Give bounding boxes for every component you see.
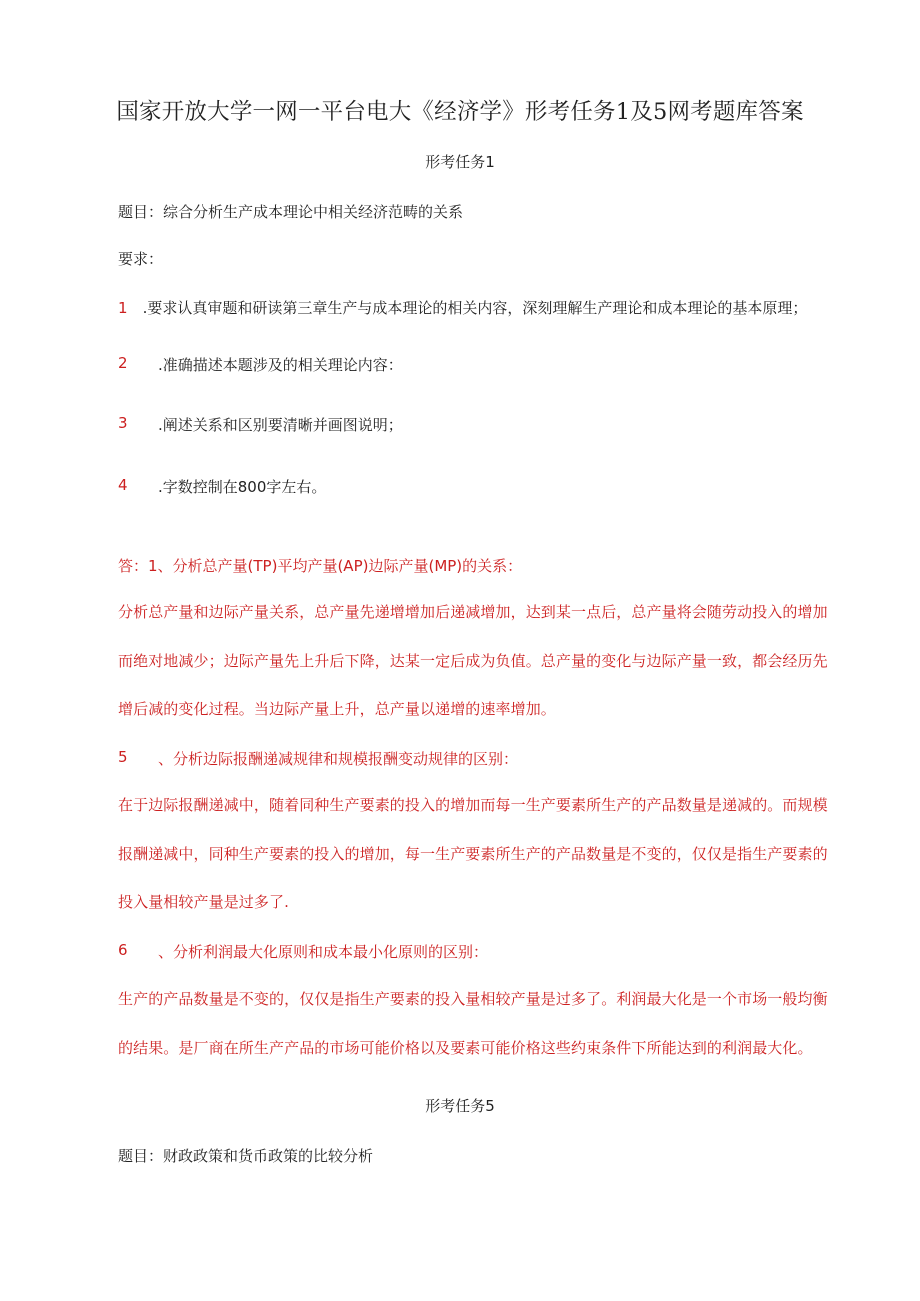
requirement-text: .阐述关系和区别要清晰并画图说明； bbox=[158, 416, 403, 434]
requirement-text: .要求认真审题和研读第三章生产与成本理论的相关内容，深刻理解生产理论和成本理论的基本原理； bbox=[142, 299, 808, 317]
requirement-number: 1 bbox=[118, 299, 128, 317]
requirements-label: 要求： bbox=[118, 250, 164, 268]
answer-paragraph: 在于边际报酬递减中，随着同种生产要素的投入的增加而每一生产要素所生产的产品数量是递减的。而规模报酬递减中，同种生产要素的投入的增加，每一生产要素所生产的产品数量是不变的，仅仅是指生产要素的投入量相较产量是过多了. bbox=[118, 796, 828, 911]
answer-item-number: 5 bbox=[118, 748, 128, 766]
answer-intro: 答：1、分析总产量(TP)平均产量(AP)边际产量(MP)的关系： bbox=[118, 557, 523, 575]
task1-topic: 题目：综合分析生产成本理论中相关经济范畴的关系 bbox=[118, 203, 464, 221]
requirement-item bbox=[118, 297, 807, 318]
requirement-number: 4 bbox=[118, 476, 128, 494]
requirement-number: 3 bbox=[118, 414, 128, 432]
answer-item-number: 6 bbox=[118, 941, 128, 959]
task5-topic: 题目：财政政策和货币政策的比较分析 bbox=[118, 1147, 374, 1165]
answer-item-heading: 、分析利润最大化原则和成本最小化原则的区别： bbox=[158, 943, 489, 961]
requirement-number: 2 bbox=[118, 354, 128, 372]
task5-heading: 形考任务5 bbox=[425, 1097, 495, 1115]
requirement-text: .字数控制在800字左右。 bbox=[158, 478, 327, 496]
document-title: 国家开放大学一网一平台电大《经济学》形考任务1及5网考题库答案 bbox=[116, 99, 804, 125]
answer-item-heading: 、分析边际报酬递减规律和规模报酬变动规律的区别： bbox=[158, 750, 519, 768]
requirement-text: .准确描述本题涉及的相关理论内容： bbox=[158, 356, 403, 374]
answer-paragraph: 生产的产品数量是不变的，仅仅是指生产要素的投入量相较产量是过多了。利润最大化是一个市场一般均衡的结果。是厂商在所生产产品的市场可能价格以及要素可能价格这些约束条件下所能达到的利润最大化。 bbox=[118, 990, 828, 1057]
answer-paragraph: 分析总产量和边际产量关系，总产量先递增增加后递减增加，达到某一点后，总产量将会随劳动投入的增加而绝对地减少；边际产量先上升后下降，达某一定后成为负值。总产量的变化与边际产量一致，都会经历先增后减的变化过程。当边际产量上升，总产量以递增的速率增加。 bbox=[118, 603, 828, 718]
task1-heading: 形考任务1 bbox=[425, 153, 495, 171]
